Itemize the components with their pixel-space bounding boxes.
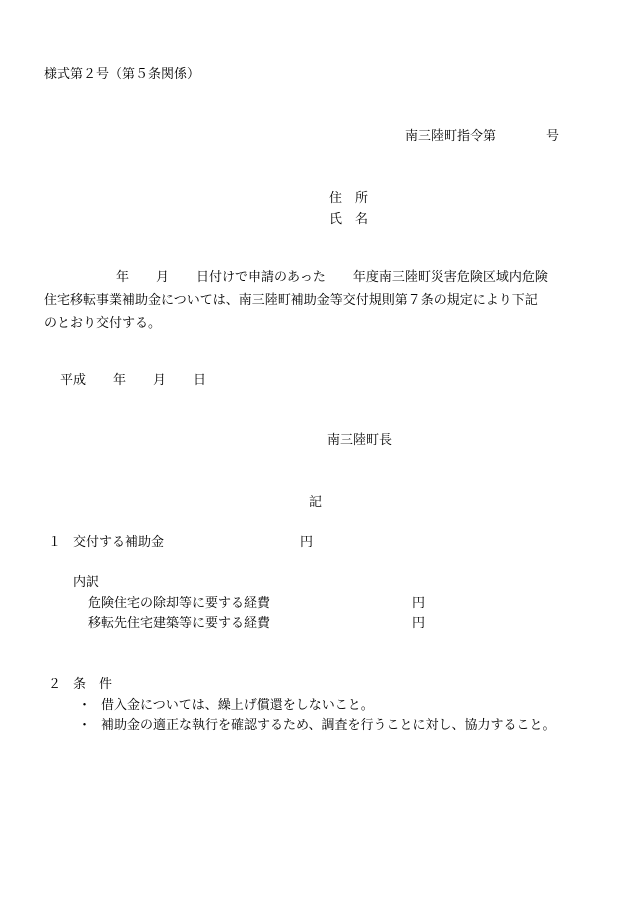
breakdown-item-1-label: 危険住宅の除却等に要する経費 — [88, 596, 271, 611]
item1-number: １ — [48, 535, 62, 550]
breakdown-item-2-label: 移転先住宅建築等に要する経費 — [88, 616, 271, 631]
condition-2-text: 補助金の適正な執行を確認するため、調査を行うことに対し、協力すること。 — [101, 718, 556, 733]
date-day: 日 — [193, 373, 207, 388]
date-month: 月 — [153, 373, 167, 388]
document-number-suffix: 号 — [546, 129, 560, 144]
document-number-prefix: 南三陸町指令第 — [405, 129, 497, 144]
condition-1-text: 借入金については、繰上げ償還をしないこと。 — [101, 698, 374, 713]
item1-label: 交付する補助金 — [73, 535, 165, 550]
date-line — [60, 374, 206, 387]
body-month: 月 — [156, 270, 170, 285]
condition-1-bullet: ・ — [78, 698, 92, 713]
breakdown-item-1-unit: 円 — [412, 596, 426, 611]
ki-heading: 記 — [309, 495, 323, 510]
name-label: 氏 名 — [329, 212, 369, 227]
condition-2-bullet: ・ — [78, 718, 92, 733]
issuer: 南三陸町長 — [327, 433, 393, 448]
body-line-2: 住宅移転事業補助金については、南三陸町補助金等交付規則第７条の規定により下記 — [44, 293, 538, 308]
form-number: 様式第２号（第５条関係） — [44, 67, 201, 82]
body-paragraph — [44, 266, 592, 335]
body-line-3: のとおり交付する。 — [44, 316, 162, 331]
body-year: 年 — [116, 270, 130, 285]
breakdown-label: 内訳 — [73, 575, 100, 590]
breakdown-item-2-unit: 円 — [412, 616, 426, 631]
item2-label: 条 件 — [73, 677, 113, 692]
item1-unit: 円 — [300, 535, 314, 550]
body-line-1 — [44, 266, 592, 289]
item2-number: ２ — [48, 677, 62, 692]
date-era: 平成 — [60, 373, 87, 388]
body-day-text: 日付けで申請のあった — [196, 270, 326, 285]
date-year: 年 — [113, 373, 127, 388]
body-fiscal-text: 年度南三陸町災害危険区域内危険 — [352, 270, 548, 285]
address-label: 住 所 — [329, 191, 369, 206]
